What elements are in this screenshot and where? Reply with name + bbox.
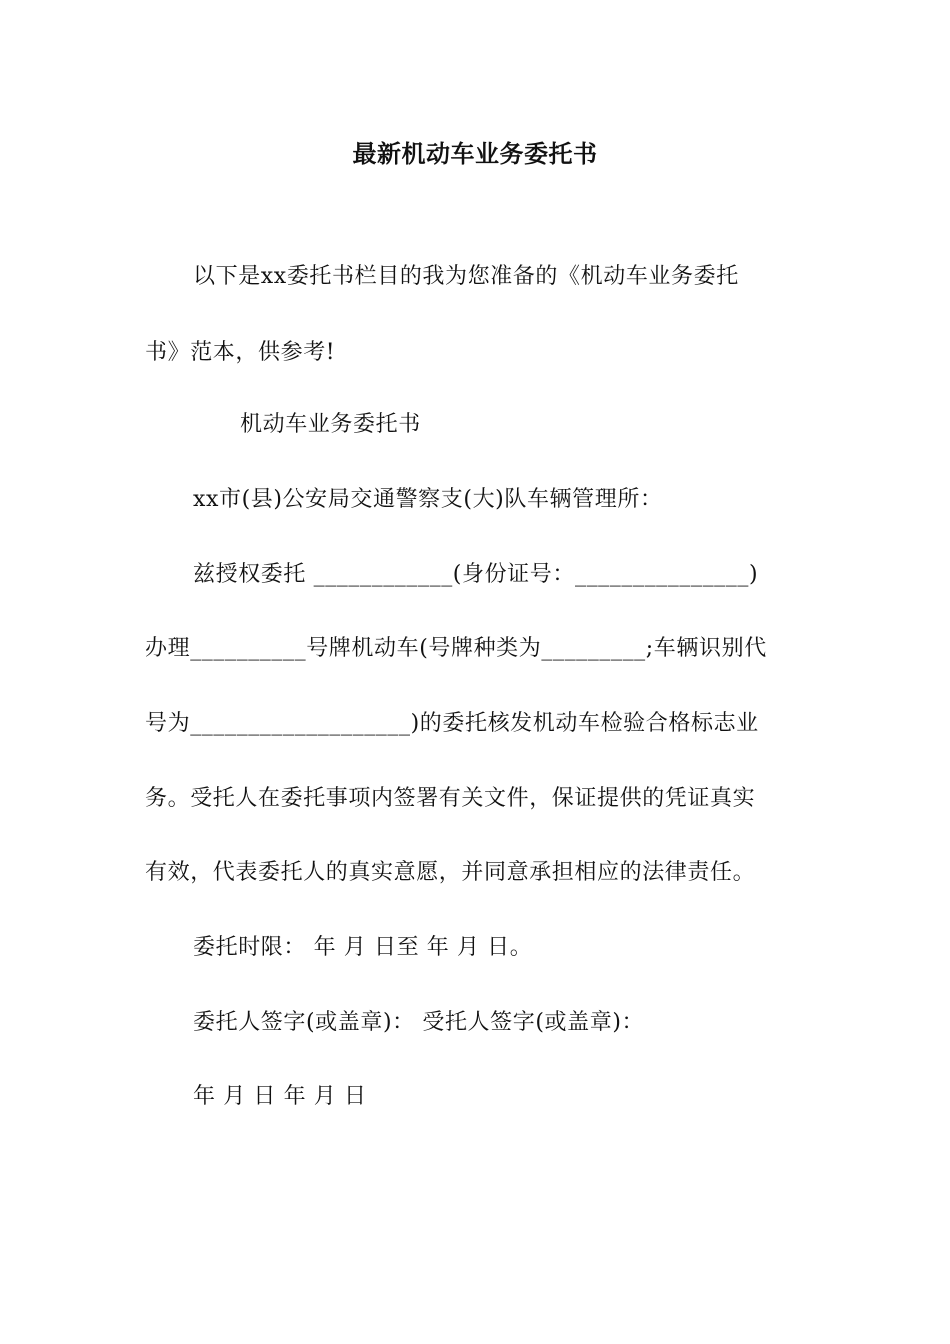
body-line-1: 兹授权委托 ____________(身份证号：_______________): [193, 562, 759, 587]
body-line-4: 务。受托人在委托事项内签署有关文件，保证提供的凭证真实: [145, 786, 756, 811]
date-line: 年 月 日 年 月 日: [193, 1084, 367, 1109]
document-title: 最新机动车业务委托书: [352, 140, 598, 168]
intro-line-2: 书》范本，供参考!: [145, 340, 336, 365]
body-line-5: 有效，代表委托人的真实意愿，并同意承担相应的法律责任。: [145, 860, 756, 885]
body-line-2: 办理__________号牌机动车(号牌种类为_________;车辆识别代: [145, 636, 767, 661]
signature-line: 委托人签字(或盖章)： 受托人签字(或盖章)：: [193, 1010, 645, 1035]
form-subtitle: 机动车业务委托书: [240, 412, 421, 437]
term-line: 委托时限： 年 月 日至 年 月 日。: [193, 935, 533, 960]
intro-line-1: 以下是xx委托书栏目的我为您准备的《机动车业务委托: [193, 264, 739, 289]
addressee-line: xx市(县)公安局交通警察支(大)队车辆管理所：: [193, 487, 663, 512]
body-line-3: 号为___________________)的委托核发机动车检验合格标志业: [145, 711, 759, 736]
